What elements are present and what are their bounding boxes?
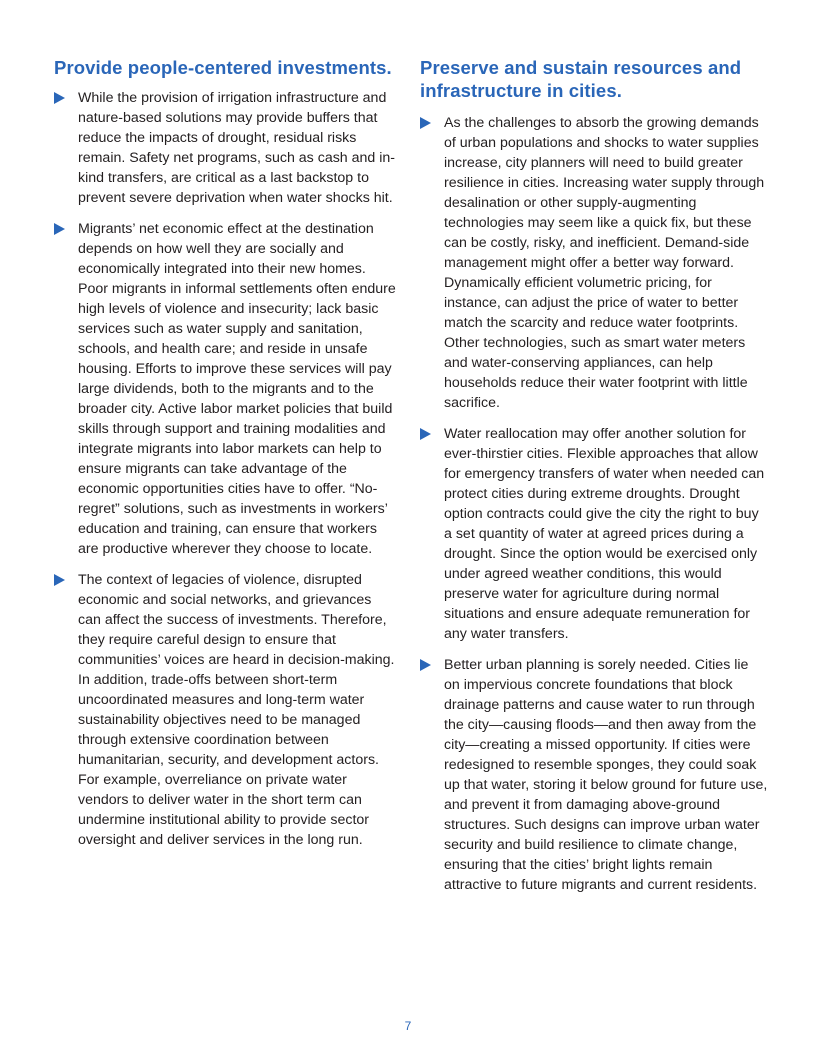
section-heading-investments: Provide people-centered investments.: [54, 57, 392, 78]
list-item-text: Better urban planning is sorely needed. Cities lie on impervious concrete foundations that block drainage patterns and cause water to run through the city—causing floods—and then away from the city—creating a missed opportunity. If cities were redesigned to resemble sponges, they could soak up that water, storing it below ground for future use, and prevent it from damaging above-ground structures. Such designs can improve urban water security and build resilience to climate change, ensuring that the cities’ bright lights remain attractive to future migrants and current residents.: [444, 657, 768, 893]
list-item: [420, 113, 768, 413]
list-item-text: As the challenges to absorb the growing demands of urban populations and shocks to water supplies increase, city planners will need to build greater resilience in cities. Increasing water supply through desalination or other supply-augmenting technologies may seem like a quick fix, but these can be costly, risky, and inefficient. Demand-side management might offer a better way forward. Dynamically efficient volumetric pricing, for instance, can adjust the price of water to better match the scarcity and reduce water footprints. Other technologies, such as smart water meters and water-conserving appliances, can help households reduce their water footprint with little sacrifice.: [444, 115, 765, 411]
list-item-text: The context of legacies of violence, disrupted economic and social networks, and grievances can affect the success of investments. Therefore, they require careful design to ensure that communities’ voices are heard in decision-making. In addition, trade-offs between short-term uncoordinated measures and long-term water sustainability objectives need to be managed through extensive coordination between humanitarian, security, and development actors. For example, overreliance on private water vendors to deliver water in the short term can undermine institutional ability to provide sector oversight and deliver services in the long run.: [78, 572, 395, 848]
section-heading-resources: Preserve and sustain resources and infrastructure in cities.: [420, 57, 742, 101]
list-item: [420, 655, 768, 895]
list-item: [54, 570, 396, 850]
list-item-text: While the provision of irrigation infrastructure and nature-based solutions may provide buffers that reduce the impacts of drought, residual risks remain. Safety net programs, such as cash and in-kind transfers, are critical as a last backstop to prevent severe deprivation when water shocks hit.: [78, 90, 396, 206]
triangle-bullet-icon: [54, 92, 65, 104]
triangle-bullet-icon: [420, 428, 431, 440]
bullet-list-resources: [420, 113, 768, 895]
page-number: 7: [404, 1019, 412, 1033]
list-item-text: Migrants’ net economic effect at the destination depends on how well they are socially and economically integrated into their new homes. Poor migrants in informal settlements often endure high levels of violence and insecurity; lack basic services such as water supply and sanitation, schools, and health care; and reside in unsafe housing. Efforts to improve these services will pay large dividends, both to the migrants and to the broader city. Active labor market policies that build skills through support and training modalities and integrate migrants into labor markets can help to ensure migrants can take advantage of the economic opportunities cities have to offer. “No-regret” solutions, such as investments in workers’ education and training, can ensure that workers are productive wherever they choose to locate.: [78, 221, 396, 557]
bullet-list-investments: [54, 88, 396, 850]
triangle-bullet-icon: [54, 223, 65, 235]
triangle-bullet-icon: [420, 659, 431, 671]
list-item: [54, 88, 396, 208]
left-column: [54, 0, 396, 861]
right-column: [420, 0, 768, 906]
triangle-bullet-icon: [420, 117, 431, 129]
triangle-bullet-icon: [54, 574, 65, 586]
list-item: [420, 424, 768, 644]
list-item: [54, 219, 396, 559]
list-item-text: Water reallocation may offer another solution for ever-thirstier cities. Flexible approaches that allow for emergency transfers of water when needed can protect cities during extreme droughts. Drought option contracts could give the city the right to buy a set quantity of water at agreed prices during a drought. Since the option would be exercised only under agreed weather conditions, this would preserve water for agriculture during normal situations and ensure adequate remuneration for any water transfers.: [444, 426, 765, 642]
